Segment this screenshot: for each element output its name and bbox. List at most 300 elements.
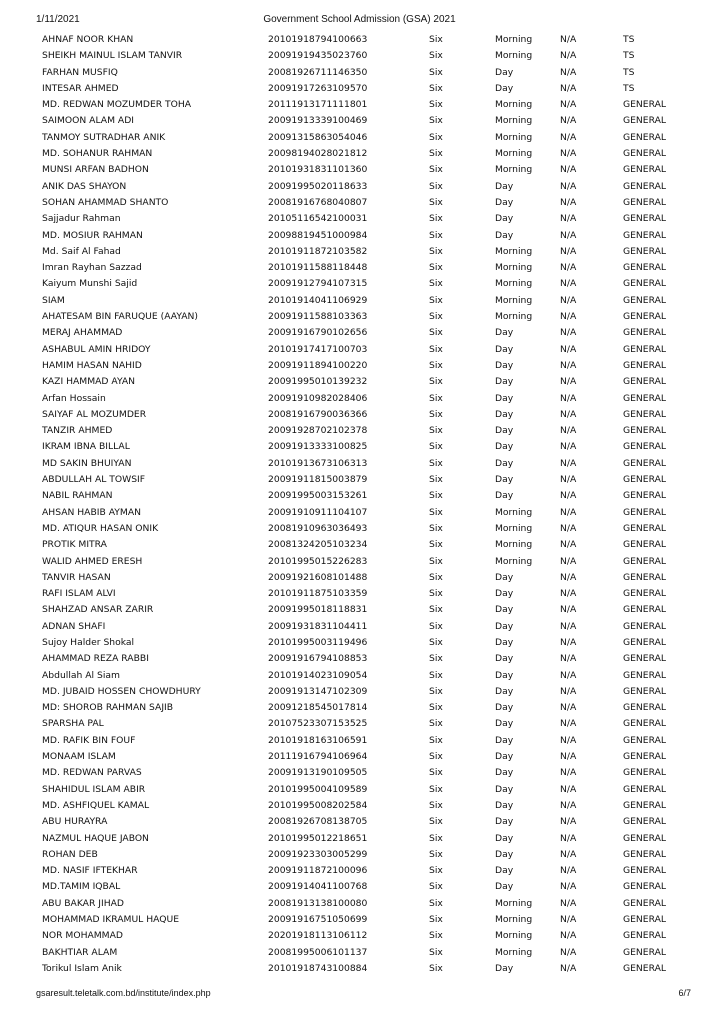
quota: GENERAL (623, 311, 667, 323)
student-name: SIAM (42, 294, 65, 306)
student-name: MONAAM ISLAM (42, 751, 116, 763)
shift: Day (495, 718, 514, 730)
quota: GENERAL (623, 343, 667, 355)
version: N/A (560, 962, 577, 974)
class: Six (429, 881, 443, 893)
version: N/A (560, 164, 577, 176)
quota: GENERAL (623, 229, 667, 241)
list-item (0, 374, 719, 390)
class: Six (429, 962, 443, 974)
roll-id: 20101995003119496 (268, 636, 368, 648)
list-item (0, 423, 719, 439)
class: Six (429, 620, 443, 632)
list-item (0, 928, 719, 944)
student-name: MD. JUBAID HOSSEN CHOWDHURY (42, 685, 201, 697)
quota: GENERAL (623, 685, 667, 697)
roll-id: 20091916790102656 (268, 327, 368, 339)
student-name: ABU HURAYRA (42, 816, 108, 828)
class: Six (429, 653, 443, 665)
quota: GENERAL (623, 474, 667, 486)
quota: GENERAL (623, 262, 667, 274)
list-item (0, 195, 719, 211)
class: Six (429, 131, 443, 143)
class: Six (429, 392, 443, 404)
shift: Morning (495, 539, 533, 551)
quota: GENERAL (623, 930, 667, 942)
list-item (0, 879, 719, 895)
class: Six (429, 148, 443, 160)
roll-id: 20091913147102309 (268, 685, 368, 697)
student-name: TANZIR AHMED (42, 425, 113, 437)
quota: GENERAL (623, 881, 667, 893)
roll-id: 20091931831104411 (268, 620, 368, 632)
quota: GENERAL (623, 962, 667, 974)
version: N/A (560, 946, 577, 958)
list-item (0, 733, 719, 749)
quota: GENERAL (623, 213, 667, 225)
student-name: SOHAN AHAMMAD SHANTO (42, 196, 169, 208)
list-item (0, 358, 719, 374)
student-name: MD.TAMIM IQBAL (42, 881, 121, 893)
roll-id: 20091995010139232 (268, 376, 368, 388)
class: Six (429, 196, 443, 208)
shift: Day (495, 474, 514, 486)
version: N/A (560, 571, 577, 583)
list-item (0, 391, 719, 407)
roll-id: 20081916790036366 (268, 408, 368, 420)
shift: Morning (495, 99, 533, 111)
quota: GENERAL (623, 408, 667, 420)
quota: GENERAL (623, 131, 667, 143)
class: Six (429, 294, 443, 306)
quota: GENERAL (623, 897, 667, 909)
print-date: 1/11/2021 (36, 14, 80, 25)
class: Six (429, 930, 443, 942)
list-item (0, 961, 719, 977)
class: Six (429, 180, 443, 192)
quota: GENERAL (623, 620, 667, 632)
shift: Day (495, 327, 514, 339)
version: N/A (560, 180, 577, 192)
version: N/A (560, 376, 577, 388)
shift: Morning (495, 34, 533, 45)
student-name: ABU BAKAR JIHAD (42, 897, 124, 909)
shift: Day (495, 767, 514, 779)
class: Six (429, 82, 443, 94)
list-item (0, 276, 719, 292)
shift: Morning (495, 294, 533, 306)
student-name: MD. ATIQUR HASAN ONIK (42, 522, 159, 534)
quota: GENERAL (623, 702, 667, 714)
quota: TS (623, 66, 635, 78)
student-name: MD. NASIF IFTEKHAR (42, 865, 138, 877)
class: Six (429, 213, 443, 225)
roll-id: 20091919435023760 (268, 50, 368, 62)
version: N/A (560, 311, 577, 323)
version: N/A (560, 930, 577, 942)
student-name: SHAHIDUL ISLAM ABIR (42, 783, 146, 795)
student-name: SHEIKH MAINUL ISLAM TANVIR (42, 50, 183, 62)
roll-id: 20101995012218651 (268, 832, 368, 844)
version: N/A (560, 897, 577, 909)
roll-id: 20091928702102378 (268, 425, 368, 437)
student-name: MERAJ AHAMMAD (42, 327, 123, 339)
shift: Day (495, 229, 514, 241)
version: N/A (560, 99, 577, 111)
document-title: Government School Admission (GSA) 2021 (263, 14, 456, 25)
roll-id: 20091911815003879 (268, 474, 368, 486)
roll-id: 20091910911104107 (268, 506, 368, 518)
roll-id: 20101918163106591 (268, 734, 368, 746)
quota: GENERAL (623, 914, 667, 926)
list-item (0, 749, 719, 765)
student-name: Torikul Islam Anik (42, 962, 122, 974)
roll-id: 20101914041106929 (268, 294, 368, 306)
shift: Morning (495, 506, 533, 518)
student-name: ADNAN SHAFI (42, 620, 106, 632)
roll-id: 20091995003153261 (268, 490, 368, 502)
class: Six (429, 734, 443, 746)
student-name: AHAMMAD REZA RABBI (42, 653, 149, 665)
list-item (0, 831, 719, 847)
class: Six (429, 783, 443, 795)
class: Six (429, 359, 443, 371)
quota: GENERAL (623, 865, 667, 877)
student-name: IKRAM IBNA BILLAL (42, 441, 130, 453)
roll-id: 20091916794108853 (268, 653, 368, 665)
class: Six (429, 555, 443, 567)
version: N/A (560, 783, 577, 795)
class: Six (429, 636, 443, 648)
version: N/A (560, 636, 577, 648)
quota: GENERAL (623, 245, 667, 257)
version: N/A (560, 148, 577, 160)
list-item (0, 228, 719, 244)
quota: GENERAL (623, 148, 667, 160)
quota: GENERAL (623, 751, 667, 763)
student-name: AHATESAM BIN FARUQUE (AAYAN) (42, 311, 198, 323)
student-name: TANMOY SUTRADHAR ANIK (42, 131, 166, 143)
quota: GENERAL (623, 425, 667, 437)
shift: Day (495, 180, 514, 192)
page-footer (0, 988, 719, 1004)
version: N/A (560, 881, 577, 893)
version: N/A (560, 343, 577, 355)
roll-id: 20091911894100220 (268, 359, 368, 371)
shift: Day (495, 359, 514, 371)
roll-id: 20101917417100703 (268, 343, 368, 355)
student-name: NOR MOHAMMAD (42, 930, 123, 942)
roll-id: 20091914041100768 (268, 881, 368, 893)
version: N/A (560, 490, 577, 502)
quota: GENERAL (623, 539, 667, 551)
shift: Day (495, 832, 514, 844)
version: N/A (560, 539, 577, 551)
class: Six (429, 34, 443, 45)
quota: GENERAL (623, 571, 667, 583)
version: N/A (560, 474, 577, 486)
student-name: SPARSHA PAL (42, 718, 104, 730)
shift: Day (495, 816, 514, 828)
roll-id: 20091911872100096 (268, 865, 368, 877)
class: Six (429, 115, 443, 127)
version: N/A (560, 588, 577, 600)
student-name: MUNSI ARFAN BADHON (42, 164, 149, 176)
roll-id: 20091921608101488 (268, 571, 368, 583)
roll-id: 20091916751050699 (268, 914, 368, 926)
student-name: WALID AHMED ERESH (42, 555, 143, 567)
list-item (0, 847, 719, 863)
quota: GENERAL (623, 441, 667, 453)
version: N/A (560, 66, 577, 78)
list-item (0, 586, 719, 602)
shift: Day (495, 425, 514, 437)
version: N/A (560, 816, 577, 828)
quota: TS (623, 50, 635, 62)
version: N/A (560, 115, 577, 127)
class: Six (429, 685, 443, 697)
version: N/A (560, 425, 577, 437)
version: N/A (560, 50, 577, 62)
student-name: KAZI HAMMAD AYAN (42, 376, 136, 388)
version: N/A (560, 718, 577, 730)
quota: GENERAL (623, 359, 667, 371)
version: N/A (560, 751, 577, 763)
roll-id: 20091912794107315 (268, 278, 368, 290)
student-name: Md. Saif Al Fahad (42, 245, 121, 257)
shift: Morning (495, 946, 533, 958)
list-item (0, 912, 719, 928)
shift: Morning (495, 897, 533, 909)
class: Six (429, 865, 443, 877)
shift: Day (495, 848, 514, 860)
quota: GENERAL (623, 555, 667, 567)
class: Six (429, 99, 443, 111)
class: Six (429, 897, 443, 909)
quota: GENERAL (623, 115, 667, 127)
list-item (0, 798, 719, 814)
roll-id: 20111916794106964 (268, 751, 368, 763)
list-item (0, 716, 719, 732)
shift: Morning (495, 311, 533, 323)
list-item (0, 472, 719, 488)
roll-id: 20101918794100663 (268, 34, 368, 45)
quota: GENERAL (623, 99, 667, 111)
quota: GENERAL (623, 164, 667, 176)
student-name: TANVIR HASAN (42, 571, 111, 583)
class: Six (429, 66, 443, 78)
version: N/A (560, 653, 577, 665)
shift: Morning (495, 50, 533, 62)
quota: GENERAL (623, 636, 667, 648)
roll-id: 20101995004109589 (268, 783, 368, 795)
shift: Day (495, 376, 514, 388)
class: Six (429, 848, 443, 860)
roll-id: 20081324205103234 (268, 539, 368, 551)
student-name: Abdullah Al Siam (42, 669, 120, 681)
shift: Morning (495, 148, 533, 160)
student-name: ABDULLAH AL TOWSIF (42, 474, 146, 486)
list-item (0, 554, 719, 570)
shift: Day (495, 408, 514, 420)
class: Six (429, 164, 443, 176)
roll-id: 20101995008202584 (268, 799, 368, 811)
version: N/A (560, 441, 577, 453)
version: N/A (560, 82, 577, 94)
roll-id: 20091995018118831 (268, 604, 368, 616)
roll-id: 20091218545017814 (268, 702, 368, 714)
roll-id: 20091995020118633 (268, 180, 368, 192)
list-item (0, 244, 719, 260)
version: N/A (560, 408, 577, 420)
version: N/A (560, 669, 577, 681)
class: Six (429, 474, 443, 486)
version: N/A (560, 522, 577, 534)
class: Six (429, 425, 443, 437)
quota: GENERAL (623, 457, 667, 469)
list-item (0, 65, 719, 81)
shift: Day (495, 783, 514, 795)
list-item (0, 179, 719, 195)
shift: Day (495, 799, 514, 811)
list-item (0, 635, 719, 651)
list-item (0, 684, 719, 700)
list-item (0, 407, 719, 423)
version: N/A (560, 620, 577, 632)
quota: GENERAL (623, 799, 667, 811)
list-item (0, 293, 719, 309)
shift: Day (495, 734, 514, 746)
shift: Day (495, 702, 514, 714)
student-name: ASHABUL AMIN HRIDOY (42, 343, 151, 355)
list-item (0, 651, 719, 667)
version: N/A (560, 196, 577, 208)
shift: Day (495, 82, 514, 94)
version: N/A (560, 555, 577, 567)
list-item (0, 537, 719, 553)
class: Six (429, 278, 443, 290)
student-name: MOHAMMAD IKRAMUL HAQUE (42, 914, 179, 926)
student-name: Sajjadur Rahman (42, 213, 121, 225)
version: N/A (560, 262, 577, 274)
shift: Morning (495, 278, 533, 290)
shift: Morning (495, 930, 533, 942)
student-name: MD SAKIN BHUIYAN (42, 457, 132, 469)
version: N/A (560, 34, 577, 45)
student-name: HAMIM HASAN NAHID (42, 359, 142, 371)
shift: Morning (495, 555, 533, 567)
student-name: MD. RAFIK BIN FOUF (42, 734, 136, 746)
quota: GENERAL (623, 832, 667, 844)
list-item (0, 602, 719, 618)
version: N/A (560, 702, 577, 714)
version: N/A (560, 604, 577, 616)
shift: Day (495, 213, 514, 225)
class: Six (429, 408, 443, 420)
version: N/A (560, 832, 577, 844)
quota: GENERAL (623, 327, 667, 339)
version: N/A (560, 734, 577, 746)
list-item (0, 162, 719, 178)
list-item (0, 113, 719, 129)
version: N/A (560, 914, 577, 926)
version: N/A (560, 229, 577, 241)
roll-id: 20107523307153525 (268, 718, 368, 730)
shift: Day (495, 669, 514, 681)
list-item (0, 765, 719, 781)
class: Six (429, 702, 443, 714)
student-name: SHAHZAD ANSAR ZARIR (42, 604, 154, 616)
version: N/A (560, 799, 577, 811)
quota: GENERAL (623, 278, 667, 290)
student-name: RAFI ISLAM ALVI (42, 588, 116, 600)
list-item (0, 48, 719, 64)
roll-id: 20111913171111801 (268, 99, 368, 111)
class: Six (429, 832, 443, 844)
class: Six (429, 457, 443, 469)
roll-id: 20091911588103363 (268, 311, 368, 323)
list-item (0, 505, 719, 521)
list-item (0, 130, 719, 146)
student-name: FARHAN MUSFIQ (42, 66, 118, 78)
student-name: MD. ASHFIQUEL KAMAL (42, 799, 150, 811)
class: Six (429, 262, 443, 274)
quota: GENERAL (623, 392, 667, 404)
list-item (0, 570, 719, 586)
list-item (0, 521, 719, 537)
class: Six (429, 914, 443, 926)
version: N/A (560, 767, 577, 779)
roll-id: 20081910963036493 (268, 522, 368, 534)
shift: Day (495, 751, 514, 763)
shift: Day (495, 343, 514, 355)
student-name: MD. REDWAN PARVAS (42, 767, 142, 779)
quota: GENERAL (623, 588, 667, 600)
class: Six (429, 571, 443, 583)
version: N/A (560, 865, 577, 877)
class: Six (429, 245, 443, 257)
list-item (0, 619, 719, 635)
class: Six (429, 669, 443, 681)
roll-id: 20098194028021812 (268, 148, 368, 160)
class: Six (429, 506, 443, 518)
shift: Day (495, 881, 514, 893)
shift: Morning (495, 522, 533, 534)
student-name: SAIYAF AL MOZUMDER (42, 408, 147, 420)
class: Six (429, 441, 443, 453)
roll-id: 20101931831101360 (268, 164, 368, 176)
roll-id: 20101913673106313 (268, 457, 368, 469)
student-name: MD: SHOROB RAHMAN SAJIB (42, 702, 174, 714)
shift: Day (495, 620, 514, 632)
roll-id: 20101914023109054 (268, 669, 368, 681)
roll-id: 20091315863054046 (268, 131, 368, 143)
quota: GENERAL (623, 490, 667, 502)
version: N/A (560, 685, 577, 697)
shift: Morning (495, 115, 533, 127)
shift: Day (495, 588, 514, 600)
class: Six (429, 604, 443, 616)
student-name: AHNAF NOOR KHAN (42, 34, 134, 45)
roll-id: 20081926708138705 (268, 816, 368, 828)
class: Six (429, 522, 443, 534)
shift: Day (495, 571, 514, 583)
student-name: ROHAN DEB (42, 848, 98, 860)
version: N/A (560, 294, 577, 306)
student-name: Arfan Hossain (42, 392, 106, 404)
shift: Day (495, 653, 514, 665)
roll-id: 20101911875103359 (268, 588, 368, 600)
